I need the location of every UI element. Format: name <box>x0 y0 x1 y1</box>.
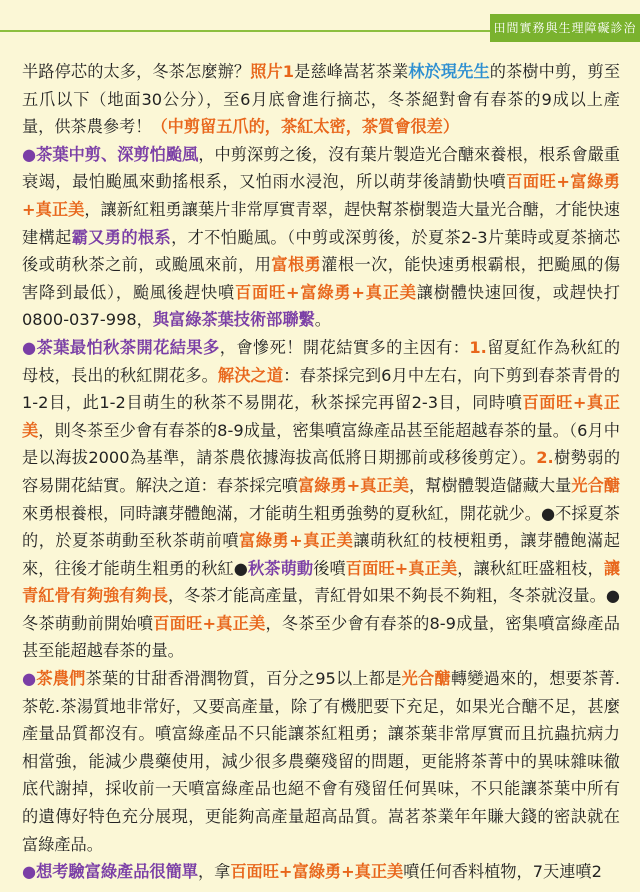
paragraph-1 <box>22 58 620 141</box>
body-text: 後噴 <box>313 558 346 578</box>
body-text: ：春茶採完到6月中左右，向下剪到春茶青骨的1-2目，此1-2目萌生的秋茶不易開花，秋茶採完再留2-3目，同時噴 <box>22 365 621 413</box>
highlight-text: 照片1 <box>250 62 295 81</box>
body-text: 讓樹體快速回復，或趕快打0800-037-998， <box>22 282 620 330</box>
highlight-text: 2. <box>536 448 554 468</box>
highlight-text: 光合醣 <box>571 475 620 495</box>
body-text: 半路停芯的太多，冬茶怎麼辦？ <box>22 62 251 81</box>
highlight-text: ●茶葉最怕秋茶開花結果多 <box>22 337 220 357</box>
body-text: 。 <box>314 310 331 330</box>
body-text: 樹勢弱的容易開花結實。解決之道：春茶採完噴 <box>22 448 621 495</box>
highlight-text: ● <box>22 669 37 689</box>
highlight-text: 讓青紅骨有夠強有夠長 <box>22 558 621 606</box>
highlight-text: 百面旺+富綠勇+真正美 <box>234 282 417 302</box>
highlight-text: 百面旺+真正美 <box>22 393 620 440</box>
highlight-text: 解決之道 <box>217 365 284 385</box>
body-text: 噴任何香料植物，7天連噴2 <box>403 862 602 882</box>
body-text: ，拿 <box>198 862 231 882</box>
paragraph-4 <box>22 665 620 858</box>
highlight-text: 富綠勇+真正美 <box>297 475 409 495</box>
body-text: 來勇根養根，同時讓芽體飽滿，才能萌生粗勇強勢的夏秋紅，開花就少。●不採夏茶的，於夏茶萌動至秋茶萌前噴 <box>22 503 620 551</box>
body-text: 是慈峰嵩茗茶業 <box>294 62 409 81</box>
body-text: 留夏紅作為秋紅的母枝，長出的秋紅開花多。 <box>22 337 621 385</box>
highlight-text: 百面旺+真正美 <box>153 613 266 633</box>
highlight-text: （中剪留五爪的，茶紅太密，茶質會很差） <box>151 117 460 137</box>
body-text: 灌根一次，能快速勇根霸根，把颱風的傷害降到最低），颱風後趕快噴 <box>22 255 621 302</box>
highlight-text: ●想考驗富綠產品很簡單 <box>22 862 198 882</box>
highlight-text: 百面旺+富綠勇+真正美 <box>22 172 620 219</box>
body-text: ，會慘死！開花結實多的主因有： <box>219 337 470 357</box>
highlight-text: 茶農們 <box>36 669 86 689</box>
body-text: ，才不怕颱風。（中剪或深剪後，於夏茶2-3片葉時或夏茶摘芯後或萌秋茶之前，或颱風來前，用 <box>22 227 621 275</box>
body-text: ，中剪深剪之後，沒有葉片製造光合醣來養根，根系會嚴重衰竭，最怕颱風來動搖根系，又怕雨水浸泡，所以萌芽後請勤快噴 <box>22 144 620 192</box>
body-text: ，讓新紅粗勇讓葉片非常厚實青翠，趕快幫茶樹製造大量光合醣，才能快速建構起 <box>22 199 620 247</box>
highlight-text: 富根勇 <box>271 255 322 275</box>
highlight-text: 1. <box>469 337 487 357</box>
body-text: ，冬茶至少會有春茶的8-9成量，密集噴富綠產品甚至能超越春茶的量。 <box>22 613 620 661</box>
body-text: 轉變過來的，想要茶菁.茶乾.茶湯質地非常好，又要高產量，除了有機肥要下充足，如果光合醣不足，甚麼產量品質都沒有。噴富綠產品不只能讓茶紅粗勇；讓茶葉非常厚實而且抗蟲抗病力相當強，能減少農藥使用，減少很多農藥殘留的問題，更能將茶菁中的異味雜味徹底代謝掉，採收前一天噴富綠產品也絕不會有殘留任何異味，不只能讓茶葉中所有的遺傳好特色充分展現，更能夠高產量超高品質。嵩茗茶業年年賺大錢的密訣就在富綠產品。 <box>22 669 621 854</box>
body-text: 讓萌秋紅的枝梗粗勇，讓芽體飽滿起來，往後才能萌生粗勇的秋紅● <box>22 531 620 578</box>
paragraph-3 <box>22 334 620 665</box>
body-text: ，冬茶才能高產量，青紅骨如果不夠長不夠粗，冬茶就沒量。●冬茶萌動前開始噴 <box>22 586 620 633</box>
body-text: 的茶樹中剪，剪至五爪以下（地面30公分），至6月底會進行摘芯，冬茶絕對會有春茶的9成以上產量，供茶農參考！ <box>22 62 621 137</box>
paragraph-2 <box>22 141 620 334</box>
highlight-text: 百面旺+真正美 <box>345 558 458 578</box>
body-text: ，則冬茶至少會有春茶的8-9成量，密集噴富綠產品甚至能超越春茶的量。（6月中是以海拔2000為基準，請茶農依據海拔高低將日期挪前或移後剪定）。 <box>22 420 620 468</box>
highlight-text: 與富綠茶葉技術部聯繫 <box>152 310 315 330</box>
highlight-text: 林於現先生 <box>408 62 490 81</box>
body-text: ，幫樹體製造儲藏大量 <box>409 475 572 495</box>
article-body <box>22 58 620 886</box>
highlight-text: 百面旺+富綠勇+真正美 <box>230 862 404 882</box>
body-text: ，讓秋紅旺盛粗枝， <box>457 558 604 578</box>
highlight-text: ●茶葉中剪、深剪怕颱風 <box>22 144 199 164</box>
section-title-tab: 田間實務與生理障礙診治 <box>490 14 640 42</box>
highlight-text: 富綠勇+真正美 <box>239 531 354 551</box>
highlight-text: 霸又勇的根系 <box>71 227 172 247</box>
highlight-text: 秋茶萌動 <box>248 558 314 578</box>
paragraph-5 <box>22 858 620 886</box>
highlight-text: 光合醣 <box>401 669 451 689</box>
body-text: 茶葉的甘甜香滑潤物質，百分之95以上都是 <box>85 669 402 689</box>
